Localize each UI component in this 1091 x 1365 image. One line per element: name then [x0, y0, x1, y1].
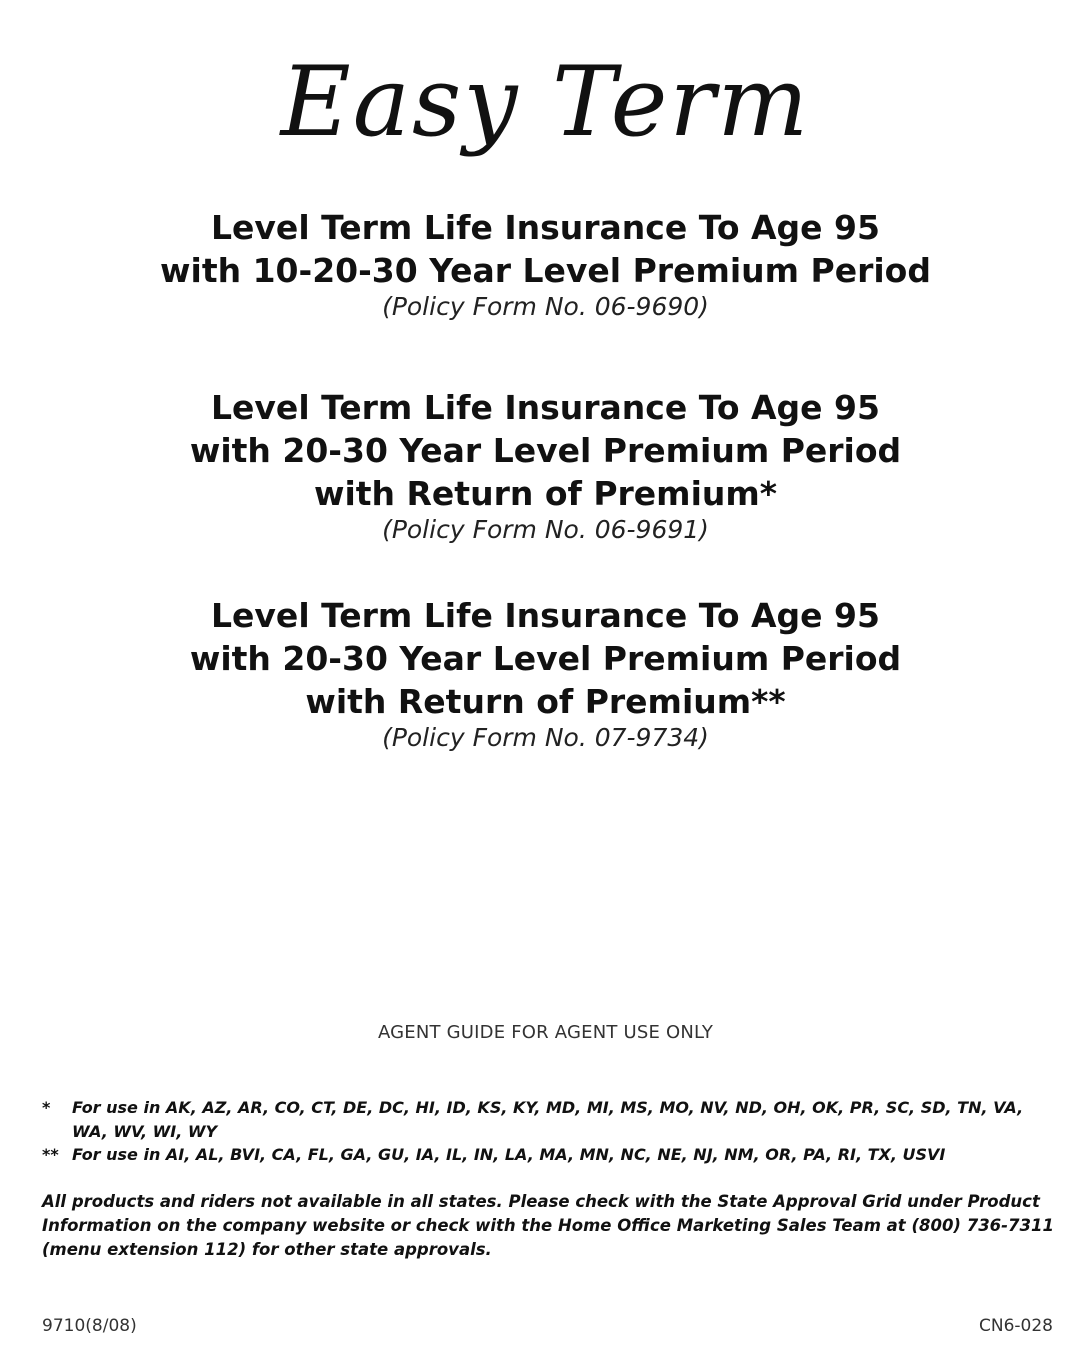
product-title-line: with Return of Premium**	[305, 682, 786, 721]
footnote-text: For use in AK, AZ, AR, CO, CT, DE, DC, HI, ID, KS, KY, MD, MI, MS, MO, NV, ND, OH, OK, PR, SC, SD, TN, VA, WA, WV, WI, WY	[72, 1098, 1024, 1141]
product-title-line: with 20-30 Year Level Premium Period	[189, 639, 902, 678]
easy-term-logo: Easy Term	[280, 46, 811, 158]
agent-use-notice: AGENT GUIDE FOR AGENT USE ONLY	[377, 1022, 714, 1043]
form-code-left: 9710(8/08)	[42, 1316, 137, 1336]
policy-form-number: (Policy Form No. 06-9690)	[382, 292, 709, 321]
policy-form-number: (Policy Form No. 06-9691)	[382, 515, 709, 544]
product-title-line: Level Term Life Insurance To Age 95	[211, 388, 880, 427]
product-title-line: with 10-20-30 Year Level Premium Period	[160, 251, 931, 290]
footnote-mark: **	[42, 1145, 59, 1164]
form-code-right: CN6-028	[979, 1316, 1053, 1336]
footnote-text: For use in AI, AL, BVI, CA, FL, GA, GU, IA, IL, IN, LA, MA, MN, NC, NE, NJ, NM, OR, PA, RI, TX, USVI	[72, 1145, 946, 1164]
product-title-line: with 20-30 Year Level Premium Period	[189, 431, 902, 470]
product-title-line: with Return of Premium*	[313, 474, 778, 513]
product-block-3	[0, 594, 1091, 753]
product-title-line: Level Term Life Insurance To Age 95	[211, 596, 880, 635]
footnote-double-asterisk	[42, 1143, 1057, 1167]
footnote-single-asterisk	[42, 1096, 1057, 1144]
product-title-line: Level Term Life Insurance To Age 95	[211, 208, 880, 247]
footnote-mark: *	[42, 1098, 51, 1117]
policy-form-number: (Policy Form No. 07-9734)	[382, 723, 709, 752]
product-block-1	[0, 206, 1091, 322]
product-block-2	[0, 386, 1091, 545]
availability-disclaimer: All products and riders not available in all states. Please check with the State Approval Grid under Product Information on the company website or check with the Home Office Marketing Sales Team at (800) 736-7311 (menu extension 112) for other state approvals.	[42, 1192, 1054, 1259]
